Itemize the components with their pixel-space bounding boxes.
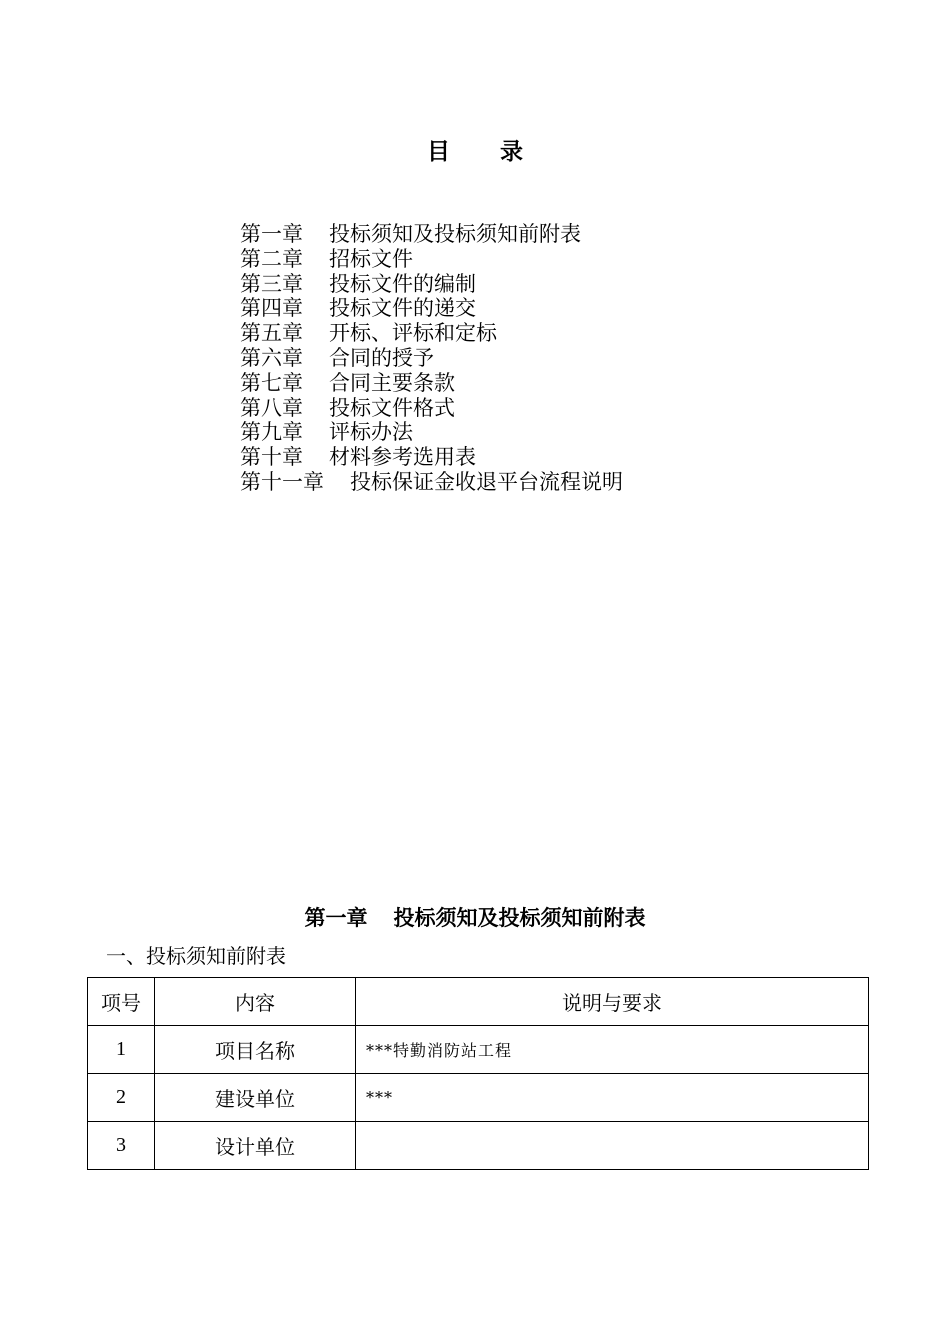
- toc-item-number: 第八章: [240, 395, 303, 420]
- toc-item[interactable]: [240, 396, 623, 421]
- row-content-cell: 设计单位: [155, 1122, 356, 1170]
- toc-item-number: 第一章: [240, 222, 303, 246]
- row-number-cell: 2: [88, 1074, 155, 1122]
- toc-item[interactable]: [240, 445, 623, 470]
- row-description-cell: ***特勤消防站工程: [356, 1026, 869, 1074]
- toc-list: [240, 222, 623, 495]
- table-row: [88, 1074, 869, 1122]
- toc-item-number: 第九章: [240, 420, 303, 445]
- toc-item-title: 投标文件的编制: [329, 271, 476, 296]
- toc-item-number: 第四章: [240, 296, 303, 321]
- toc-item[interactable]: [240, 470, 623, 495]
- row-number-cell: 1: [88, 1026, 155, 1074]
- toc-item[interactable]: [240, 272, 623, 297]
- toc-title-right: 录: [500, 138, 523, 165]
- toc-item-title: 合同主要条款: [329, 370, 455, 395]
- table-row: [88, 1026, 869, 1074]
- toc-item-title: 合同的授予: [329, 345, 434, 370]
- toc-title: [0, 133, 950, 166]
- chapter-number: 第一章: [304, 905, 368, 930]
- toc-item-title: 投标须知及投标须知前附表: [329, 222, 581, 246]
- toc-item[interactable]: [240, 222, 623, 247]
- toc-title-left: 目: [427, 138, 450, 165]
- row-number-cell: 3: [88, 1122, 155, 1170]
- toc-item-number: 第十章: [240, 445, 303, 470]
- toc-item-title: 投标文件的递交: [329, 296, 476, 321]
- column-header-description: 说明与要求: [356, 978, 869, 1026]
- toc-item[interactable]: [240, 247, 623, 272]
- toc-item-number: 第十一章: [240, 469, 324, 494]
- toc-item-title: 开标、评标和定标: [329, 321, 497, 346]
- toc-item-title: 评标办法: [329, 420, 413, 445]
- toc-item[interactable]: [240, 371, 623, 396]
- column-header-content: 内容: [155, 978, 356, 1026]
- row-content-cell: 建设单位: [155, 1074, 356, 1122]
- toc-item-title: 投标文件格式: [329, 395, 455, 420]
- toc-item-title: 投标保证金收退平台流程说明: [350, 469, 623, 494]
- toc-item-title: 招标文件: [329, 246, 413, 271]
- toc-item[interactable]: [240, 346, 623, 371]
- toc-item-number: 第三章: [240, 271, 303, 296]
- column-header-number: 项号: [88, 978, 155, 1026]
- chapter-heading: [0, 902, 950, 932]
- chapter-title: 投标须知及投标须知前附表: [393, 905, 646, 930]
- row-description-cell: [356, 1122, 869, 1170]
- table-header-row: [88, 978, 869, 1026]
- toc-item[interactable]: [240, 420, 623, 445]
- bid-notice-table: [87, 977, 869, 1170]
- toc-item-number: 第六章: [240, 345, 303, 370]
- toc-item-number: 第七章: [240, 370, 303, 395]
- table-row: [88, 1122, 869, 1170]
- toc-item[interactable]: [240, 296, 623, 321]
- section-title: 一、投标须知前附表: [106, 944, 286, 968]
- toc-item[interactable]: [240, 321, 623, 346]
- row-description-cell: ***: [356, 1074, 869, 1122]
- toc-item-number: 第二章: [240, 246, 303, 271]
- toc-item-number: 第五章: [240, 321, 303, 346]
- toc-item-title: 材料参考选用表: [329, 445, 476, 470]
- row-content-cell: 项目名称: [155, 1026, 356, 1074]
